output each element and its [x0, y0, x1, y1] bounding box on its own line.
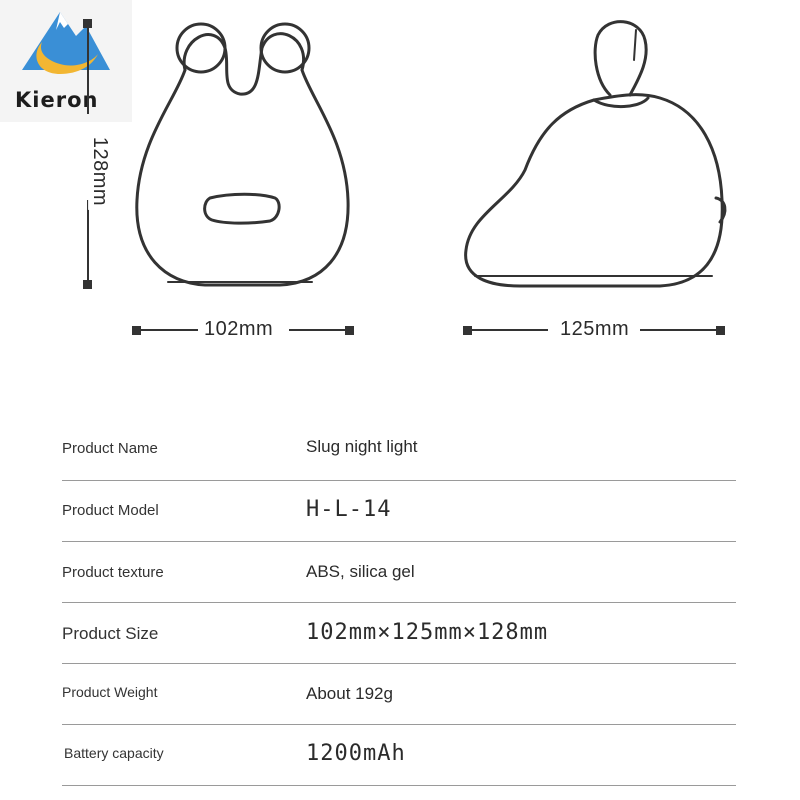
spec-row-weight	[62, 664, 736, 725]
spec-row-name	[62, 420, 736, 481]
spec-value: 1200mAh	[306, 741, 406, 766]
spec-value: 102mm×125mm×128mm	[306, 620, 549, 645]
spec-value: ABS, silica gel	[306, 562, 415, 581]
spec-value: About 192g	[306, 684, 393, 703]
spec-row-battery	[62, 725, 736, 786]
spec-value: Slug night light	[306, 437, 418, 456]
spec-label: Product Model	[62, 502, 159, 519]
spec-label: Product Name	[62, 440, 158, 457]
front-width-label: 102mm	[200, 318, 277, 341]
front-view-slug	[137, 24, 348, 285]
spec-row-model	[62, 481, 736, 542]
spec-label: Battery capacity	[64, 745, 164, 761]
spec-label: Product Weight	[62, 684, 158, 700]
spec-label: Product texture	[62, 564, 164, 581]
spec-label: Product Size	[62, 624, 159, 643]
spec-value: H-L-14	[306, 497, 392, 522]
spec-row-texture	[62, 542, 736, 603]
side-view-slug	[466, 22, 725, 286]
spec-row-size	[62, 603, 736, 664]
height-label: 128mm	[88, 133, 111, 210]
spec-table	[62, 420, 736, 786]
side-width-label: 125mm	[556, 318, 633, 341]
brand-name: Kieron	[15, 88, 99, 112]
